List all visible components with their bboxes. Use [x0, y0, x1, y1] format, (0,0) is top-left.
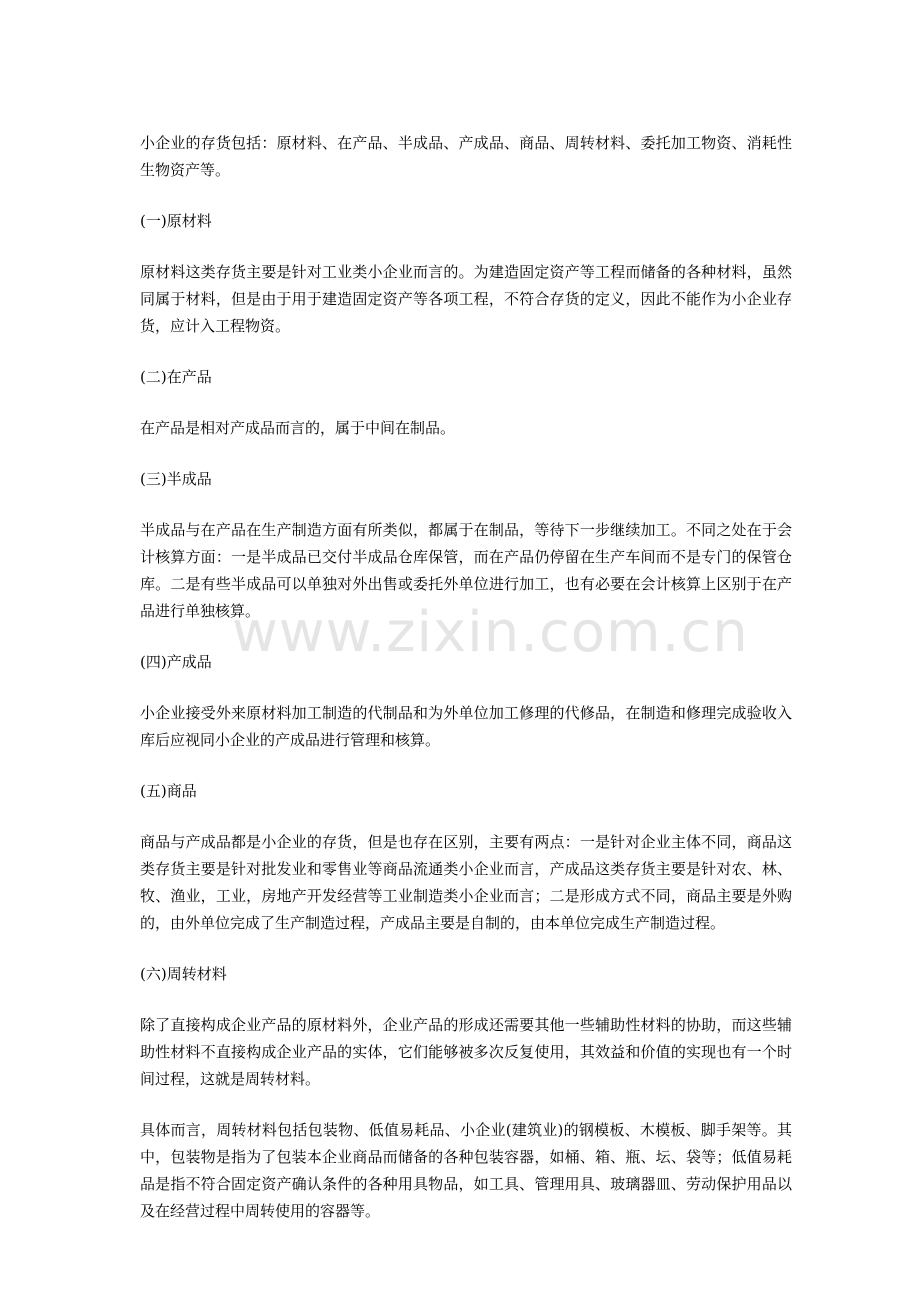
section-heading-turnover-materials: (六)周转材料	[140, 965, 227, 983]
document-body	[140, 130, 792, 1249]
section-paragraph: 具体而言，周转材料包括包装物、低值易耗品、小企业(建筑业)的钢模板、木模板、脚手架等。其中，包装物是指为了包装本企业商品而储备的各种包装容器，如桶、箱、瓶、坛、袋等；低值易耗品是指不符合固定资产确认条件的各种用具物品，如工具、管理用具、玻璃器皿、劳动保护用品以及在经营过程中周转使用的容器等。	[140, 1121, 792, 1220]
section-heading-work-in-process: (二)在产品	[140, 368, 212, 386]
intro-paragraph: 小企业的存货包括：原材料、在产品、半成品、产成品、商品、周转材料、委托加工物资、消耗性生物资产等。	[140, 134, 792, 179]
section-paragraph: 在产品是相对产成品而言的，属于中间在制品。	[140, 419, 456, 437]
section-paragraph: 除了直接构成企业产品的原材料外，企业产品的形成还需要其他一些辅助性材料的协助，而这些辅助性材料不直接构成企业产品的实体，它们能够被多次反复使用，其效益和价值的实现也有一个时间过程，这就是周转材料。	[140, 1016, 792, 1088]
watermark-text: www.zixin.com.cn	[232, 600, 749, 665]
section-paragraph: 商品与产成品都是小企业的存货，但是也存在区别，主要有两点：一是针对企业主体不同，商品这类存货主要是针对批发业和零售业等商品流通类小企业而言，产成品这类存货主要是针对农、林、牧、渔业，工业，房地产开发经营等工业制造类小企业而言；二是形成方式不同，商品主要是外购的，由外单位完成了生产制造过程，产成品主要是自制的，由本单位完成生产制造过程。	[140, 833, 792, 932]
section-heading-semi-finished: (三)半成品	[140, 470, 212, 488]
section-heading-raw-materials: (一)原材料	[140, 212, 212, 230]
section-heading-merchandise: (五)商品	[140, 782, 197, 800]
section-paragraph: 半成品与在产品在生产制造方面有所类似，都属于在制品，等待下一步继续加工。不同之处在于会计核算方面：一是半成品已交付半成品仓库保管，而在产品仍停留在生产车间而不是专门的保管仓库。二是有些半成品可以单独对外出售或委托外单位进行加工，也有必要在会计核算上区别于在产品进行单独核算。	[140, 521, 792, 620]
section-paragraph: 小企业接受外来原材料加工制造的代制品和为外单位加工修理的代修品，在制造和修理完成验收入库后应视同小企业的产成品进行管理和核算。	[140, 704, 792, 749]
section-heading-finished-goods: (四)产成品	[140, 653, 212, 671]
section-paragraph: 原材料这类存货主要是针对工业类小企业而言的。为建造固定资产等工程而储备的各种材料，虽然同属于材料，但是由于用于建造固定资产等各项工程，不符合存货的定义，因此不能作为小企业存货，应计入工程物资。	[140, 263, 792, 335]
